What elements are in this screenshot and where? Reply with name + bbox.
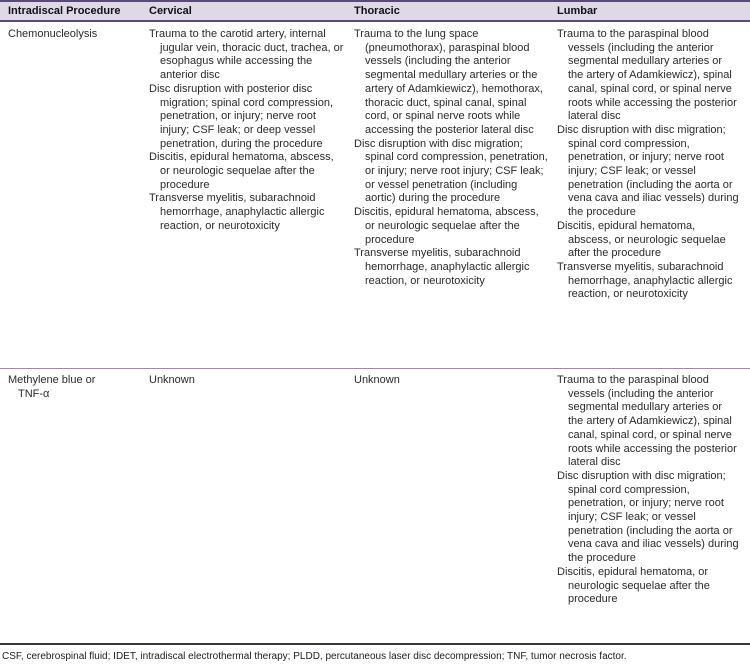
- cell-paragraph: Transverse myelitis, subarachnoid hemorrhage, anaphylactic allergic reaction, or neurotoxicity: [557, 260, 733, 301]
- cell-paragraph: Transverse myelitis, subarachnoid hemorrhage, anaphylactic allergic reaction, or neurotoxicity: [149, 192, 325, 232]
- cell-paragraph: Discitis, epidural hematoma, abscess, or neurologic sequelae after the procedure: [149, 151, 334, 191]
- cell-paragraph: Disc disruption with posterior disc migration; spinal cord compression, penetration, or injury; nerve root injury; CSF leak; or deep vessel penetration, during the procedure: [149, 82, 334, 150]
- procedure-cell: [0, 22, 149, 368]
- column-header-cervical: Cervical: [149, 5, 192, 17]
- cervical-cell: [149, 22, 354, 368]
- cell-paragraph: Discitis, epidural hematoma, abscess, or neurologic sequelae after the procedure: [557, 219, 726, 260]
- column-header-thoracic: Thoracic: [354, 5, 400, 17]
- table-header-row: [0, 0, 750, 22]
- table-footnote: CSF, cerebrospinal fluid; IDET, intradiscal electrothermal therapy; PLDD, percutaneous laser disc decompression; TNF, tumor necrosis factor.: [2, 651, 627, 662]
- procedure-name: Methylene blue or TNF-α: [8, 374, 96, 400]
- cell-paragraph: Unknown: [149, 374, 195, 386]
- cell-paragraph: Disc disruption with disc migration; spinal cord compression, penetration, or injury; nerve root injury; CSF leak; or vessel penetration (including aortic) during the procedure: [354, 137, 548, 205]
- cell-paragraph: Trauma to the paraspinal blood vessels (including the anterior segmental medullary arteries or the artery of Adamkiewicz), spinal canal, spinal cord, or spinal nerve roots while accessing the posterior lateral disc: [557, 28, 737, 123]
- cell-paragraph: Disc disruption with disc migration; spinal cord compression, penetration, or injury; nerve root injury; CSF leak; or vessel penetration (including the aorta or vena cava and iliac vessels) during the procedure: [557, 469, 739, 565]
- procedure-name: Chemonucleolysis: [8, 28, 98, 40]
- cell-paragraph: Discitis, epidural hematoma, or neurologic sequelae after the procedure: [557, 565, 710, 606]
- cell-paragraph: Transverse myelitis, subarachnoid hemorrhage, anaphylactic allergic reaction, or neurotoxicity: [354, 247, 530, 287]
- column-header-procedure: Intradiscal Procedure: [8, 5, 121, 17]
- lumbar-cell: [557, 369, 750, 643]
- cell-paragraph: Trauma to the carotid artery, internal jugular vein, thoracic duct, trachea, or esophagus while accessing the anterior disc: [149, 28, 344, 82]
- thoracic-cell: [354, 369, 557, 643]
- table-row-chemonucleolysis: [0, 22, 750, 369]
- cell-paragraph: Disc disruption with disc migration; spinal cord compression, penetration, or injury; nerve root injury; CSF leak; or vessel penetration (including the aorta or vena cava and iliac vessels) during the procedure: [557, 123, 739, 219]
- cervical-cell: [149, 369, 354, 643]
- lumbar-cell: [557, 22, 750, 368]
- table-row-methylene-blue-tnf: [0, 369, 750, 645]
- cell-paragraph: Discitis, epidural hematoma, abscess, or neurologic sequelae after the procedure: [354, 206, 539, 246]
- procedure-cell: [0, 369, 149, 643]
- cell-paragraph: Trauma to the lung space (pneumothorax), paraspinal blood vessels (including the anterior segmental medullary arteries or the artery of Adamkiewicz), hemothorax, thoracic duct, spinal canal, spinal cord, or spinal nerve roots while accessing the posterior lateral disc: [354, 28, 543, 136]
- thoracic-cell: [354, 22, 557, 368]
- cell-paragraph: Unknown: [354, 374, 400, 386]
- column-header-lumbar: Lumbar: [557, 5, 598, 17]
- cell-paragraph: Trauma to the paraspinal blood vessels (including the anterior segmental medullary arteries or the artery of Adamkiewicz), spinal canal, spinal cord, or spinal nerve roots while accessing the posterior lateral disc: [557, 374, 737, 469]
